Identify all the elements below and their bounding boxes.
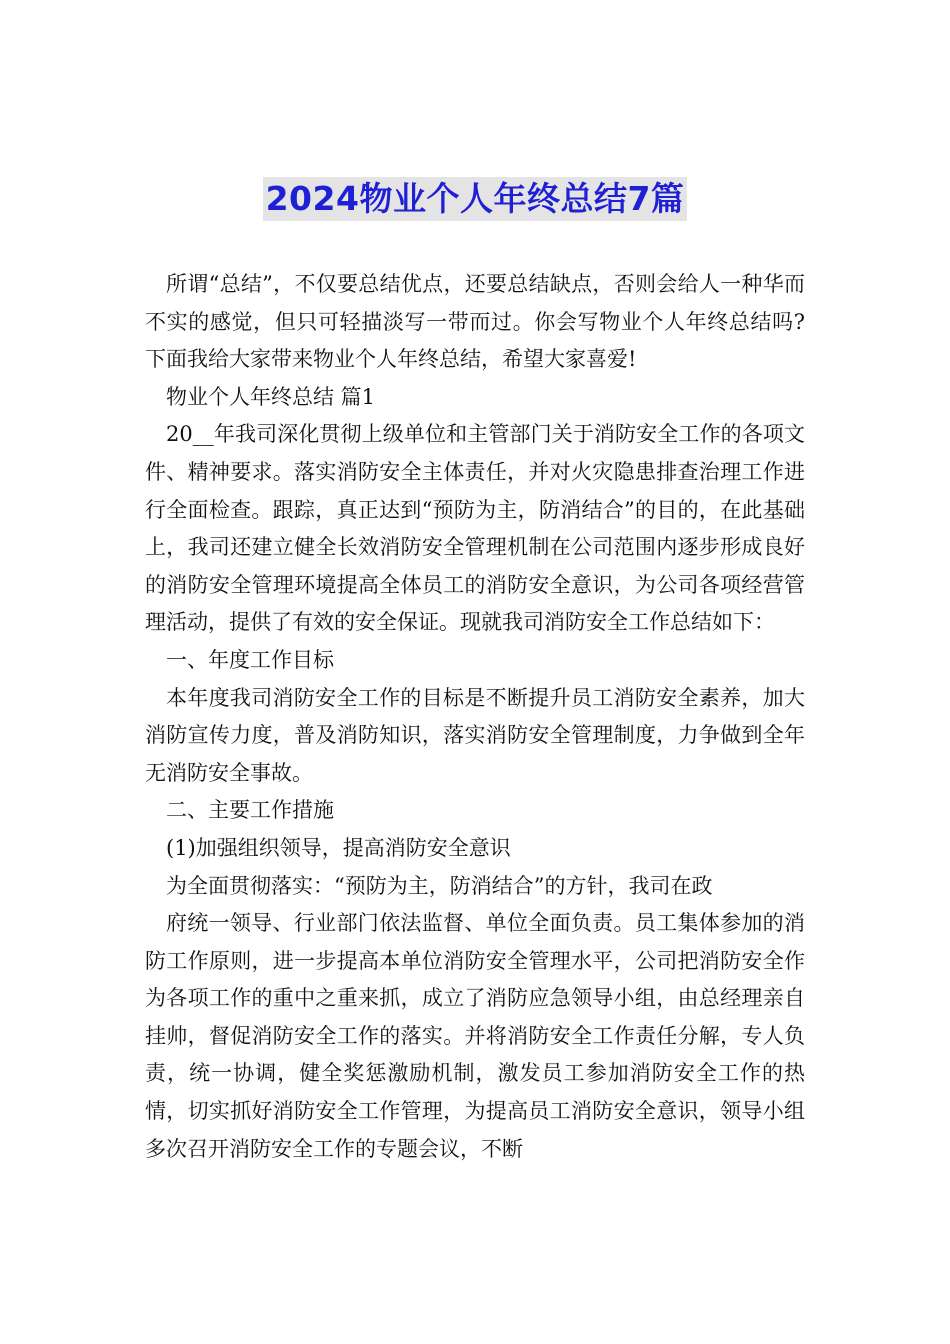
subheading-annual-goal: 一、年度工作目标	[166, 647, 334, 672]
body-paragraph: 20__年我司深化贯彻上级单位和主管部门关于消防安全工作的各项文件、精神要求。落实消防安全主体责任，并对火灾隐患排查治理工作进行全面检查。跟踪，真正达到“预防为主，防消结合”的目的，在此基础上，我司还建立健全长效消防安全管理机制在公司范围内逐步形成良好的消防安全管理环境提高全体员工的消防安全意识，为公司各项经营管理活动，提供了有效的安全保证。现就我司消防安全工作总结如下：	[145, 422, 805, 635]
body-paragraph: 本年度我司消防安全工作的目标是不断提升员工消防安全素养，加大消防宣传力度，普及消防知识，落实消防安全管理制度，力争做到全年无消防安全事故。	[145, 685, 805, 785]
title-container	[0, 177, 950, 221]
document-title: 2024物业个人年终总结7篇	[263, 177, 688, 221]
intro-paragraph: 所谓“总结”，不仅要总结优点，还要总结缺点，否则会给人一种华而不实的感觉，但只可轻描淡写一带而过。你会写物业个人年终总结吗?下面我给大家带来物业个人年终总结，希望大家喜爱!	[145, 272, 805, 372]
subheading-measure-1: (1)加强组织领导，提高消防安全意识	[166, 835, 511, 860]
document-body	[145, 266, 805, 1168]
subheading-main-measures: 二、主要工作措施	[166, 798, 334, 823]
body-paragraph: 府统一领导、行业部门依法监督、单位全面负责。员工集体参加的消防工作原则，进一步提高本单位消防安全管理水平，公司把消防安全作为各项工作的重中之重来抓，成立了消防应急领导小组，由总经理亲自挂帅，督促消防安全工作的落实。并将消防安全工作责任分解，专人负责，统一协调，健全奖惩激励机制，激发员工参加消防安全工作的热情，切实抓好消防安全工作管理，为提高员工消防安全意识，领导小组多次召开消防安全工作的专题会议，不断	[145, 911, 805, 1161]
section-heading-part1: 物业个人年终总结 篇1	[166, 384, 376, 409]
body-line: 为全面贯彻落实：“预防为主，防消结合”的方针，我司在政	[166, 873, 713, 898]
